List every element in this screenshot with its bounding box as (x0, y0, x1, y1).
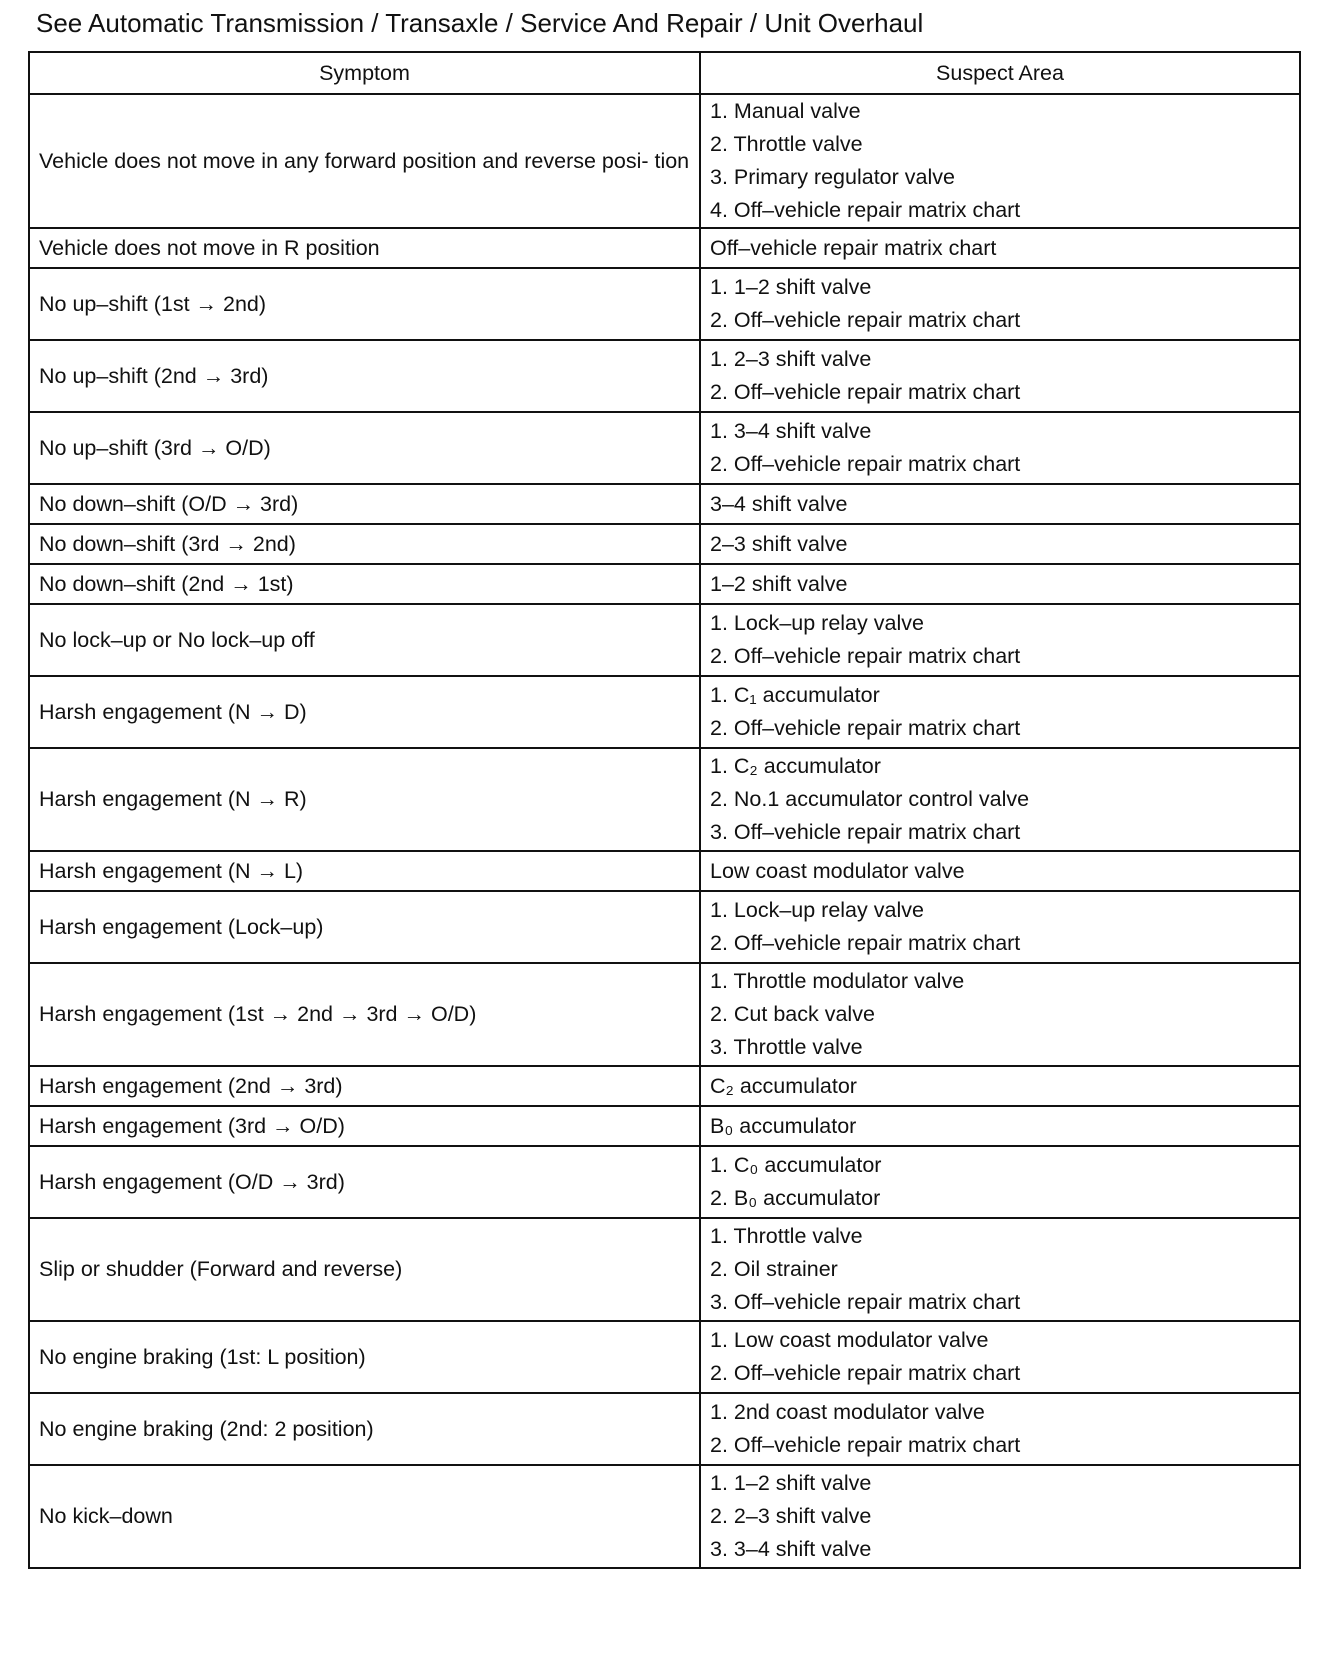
symptom-text: Harsh engagement (O/D → 3rd) (39, 1169, 345, 1194)
suspect-area-cell (700, 1066, 1300, 1106)
table-row (29, 963, 1300, 1066)
suspect-area-item: 1. Lock–up relay valve (710, 611, 924, 635)
table-row (29, 564, 1300, 604)
suspect-area-item: 2. Oil strainer (710, 1257, 838, 1281)
suspect-area-item: 2. Off–vehicle repair matrix chart (710, 716, 1021, 740)
table-row (29, 1393, 1300, 1465)
suspect-area-cell (700, 268, 1300, 340)
symptom-text: No up–shift (2nd → 3rd) (39, 363, 269, 388)
symptom-text: No down–shift (O/D → 3rd) (39, 491, 299, 516)
table-row (29, 1321, 1300, 1393)
symptom-text: No up–shift (1st → 2nd) (39, 291, 267, 316)
table-row (29, 268, 1300, 340)
symptom-text: Harsh engagement (1st → 2nd → 3rd → O/D) (39, 1002, 477, 1026)
suspect-area-item: 1. 2–3 shift valve (710, 347, 872, 371)
table-row (29, 748, 1300, 851)
suspect-area-item: 1. 3–4 shift valve (710, 419, 872, 443)
suspect-area-item: 1. Lock–up relay valve (710, 898, 924, 922)
suspect-area-item: 1. C₁ accumulator (710, 683, 880, 707)
symptom-cell (29, 1106, 700, 1146)
symptom-cell (29, 851, 700, 891)
symptom-cell (29, 604, 700, 676)
suspect-area-cell (700, 851, 1300, 891)
suspect-area-item: 1. C₀ accumulator (710, 1153, 882, 1177)
symptom-cell (29, 268, 700, 340)
suspect-area-item: 3–4 shift valve (710, 491, 848, 516)
symptom-table (28, 51, 1301, 1569)
suspect-area-item: 2. Off–vehicle repair matrix chart (710, 1433, 1021, 1457)
suspect-area-item: 2. Off–vehicle repair matrix chart (710, 644, 1021, 668)
symptom-cell (29, 94, 700, 228)
table-row (29, 1106, 1300, 1146)
suspect-area-cell (700, 1465, 1300, 1568)
symptom-cell (29, 1218, 700, 1321)
table-header-row (29, 52, 1300, 94)
table-row (29, 524, 1300, 564)
symptom-cell (29, 484, 700, 524)
table-row (29, 1146, 1300, 1218)
symptom-cell (29, 1146, 700, 1218)
suspect-area-item: 2. No.1 accumulator control valve (710, 787, 1030, 811)
suspect-area-item: 1. C₂ accumulator (710, 754, 881, 778)
symptom-text: No up–shift (3rd → O/D) (39, 435, 271, 460)
symptom-text: Vehicle does not move in any forward position and reverse posi- tion (39, 148, 690, 173)
suspect-area-cell (700, 1218, 1300, 1321)
suspect-area-item: 2–3 shift valve (710, 531, 848, 556)
symptom-text: Harsh engagement (Lock–up) (39, 914, 324, 939)
symptom-cell (29, 524, 700, 564)
symptom-text: No engine braking (1st: L position) (39, 1344, 366, 1369)
suspect-area-item: 3. Off–vehicle repair matrix chart (710, 1290, 1021, 1314)
suspect-area-cell (700, 1393, 1300, 1465)
symptom-text: No lock–up or No lock–up off (39, 627, 315, 652)
symptom-text: Harsh engagement (3rd → O/D) (39, 1113, 345, 1138)
suspect-area-item: 2. 2–3 shift valve (710, 1504, 872, 1528)
suspect-area-cell (700, 484, 1300, 524)
page-heading: See Automatic Transmission / Transaxle / Service And Repair / Unit Overhaul (36, 8, 924, 38)
suspect-area-cell (700, 676, 1300, 748)
suspect-area-cell (700, 340, 1300, 412)
suspect-area-cell (700, 1106, 1300, 1146)
table-row (29, 228, 1300, 268)
suspect-area-item: 1–2 shift valve (710, 571, 848, 596)
table-row (29, 604, 1300, 676)
suspect-area-item: 2. Off–vehicle repair matrix chart (710, 1361, 1021, 1385)
suspect-area-cell (700, 94, 1300, 228)
symptom-text: Harsh engagement (N → R) (39, 787, 307, 811)
table-row (29, 1218, 1300, 1321)
suspect-area-item: 1. Throttle valve (710, 1224, 863, 1248)
suspect-area-item: 1. Low coast modulator valve (710, 1328, 989, 1352)
table-row (29, 94, 1300, 228)
suspect-area-item: 2. Cut back valve (710, 1002, 875, 1026)
symptom-cell (29, 412, 700, 484)
table-row (29, 340, 1300, 412)
suspect-area-item: 3. Off–vehicle repair matrix chart (710, 820, 1021, 844)
suspect-area-item: 2. Off–vehicle repair matrix chart (710, 380, 1021, 404)
suspect-area-item: C₂ accumulator (710, 1073, 857, 1098)
symptom-cell (29, 1321, 700, 1393)
suspect-area-cell (700, 963, 1300, 1066)
suspect-area-item: 2. Off–vehicle repair matrix chart (710, 308, 1021, 332)
symptom-text: No down–shift (2nd → 1st) (39, 571, 294, 596)
symptom-text: Slip or shudder (Forward and reverse) (39, 1257, 403, 1281)
suspect-area-cell (700, 564, 1300, 604)
symptom-text: Harsh engagement (N → D) (39, 699, 307, 724)
symptom-cell (29, 891, 700, 963)
symptom-cell (29, 748, 700, 851)
symptom-text: No engine braking (2nd: 2 position) (39, 1416, 374, 1441)
table-row (29, 851, 1300, 891)
suspect-area-cell (700, 604, 1300, 676)
suspect-area-cell (700, 891, 1300, 963)
table-row (29, 412, 1300, 484)
symptom-cell (29, 963, 700, 1066)
suspect-area-cell (700, 1321, 1300, 1393)
suspect-area-cell (700, 1146, 1300, 1218)
suspect-area-item: 1. 1–2 shift valve (710, 1471, 872, 1495)
suspect-area-item: 4. Off–vehicle repair matrix chart (710, 198, 1021, 222)
suspect-area-item: 1. 2nd coast modulator valve (710, 1400, 985, 1424)
symptom-text: No down–shift (3rd → 2nd) (39, 531, 296, 556)
table-row (29, 676, 1300, 748)
symptom-cell (29, 676, 700, 748)
symptom-cell (29, 1465, 700, 1568)
suspect-area-cell (700, 748, 1300, 851)
symptom-text: Harsh engagement (N → L) (39, 858, 304, 883)
symptom-column-header: Symptom (29, 52, 700, 94)
suspect-area-item: B₀ accumulator (710, 1113, 857, 1138)
symptom-cell (29, 340, 700, 412)
symptom-text: Vehicle does not move in R position (39, 235, 380, 260)
suspect-area-item: 2. Off–vehicle repair matrix chart (710, 452, 1021, 476)
table-row (29, 1465, 1300, 1568)
suspect-area-item: 3. 3–4 shift valve (710, 1537, 872, 1561)
suspect-area-item: 2. Throttle valve (710, 132, 863, 156)
symptom-cell (29, 1393, 700, 1465)
suspect-area-item: 3. Primary regulator valve (710, 165, 955, 189)
table-row (29, 891, 1300, 963)
symptom-cell (29, 228, 700, 268)
suspect-area-item: 1. Throttle modulator valve (710, 969, 965, 993)
suspect-area-item: 1. 1–2 shift valve (710, 275, 872, 299)
symptom-cell (29, 564, 700, 604)
suspect-area-item: 2. Off–vehicle repair matrix chart (710, 931, 1021, 955)
suspect-area-item: 3. Throttle valve (710, 1035, 863, 1059)
symptom-text: No kick–down (39, 1504, 173, 1528)
suspect-area-item: Low coast modulator valve (710, 858, 965, 883)
table-row (29, 1066, 1300, 1106)
suspect-area-cell (700, 228, 1300, 268)
suspect-area-item: Off–vehicle repair matrix chart (710, 235, 997, 260)
suspect-area-item: 2. B₀ accumulator (710, 1186, 881, 1210)
table-body (29, 94, 1300, 1568)
symptom-text: Harsh engagement (2nd → 3rd) (39, 1073, 343, 1098)
suspect-area-cell (700, 524, 1300, 564)
symptom-cell (29, 1066, 700, 1106)
table-row (29, 484, 1300, 524)
suspect-area-cell (700, 412, 1300, 484)
suspect-area-column-header: Suspect Area (700, 52, 1300, 94)
suspect-area-item: 1. Manual valve (710, 99, 861, 123)
